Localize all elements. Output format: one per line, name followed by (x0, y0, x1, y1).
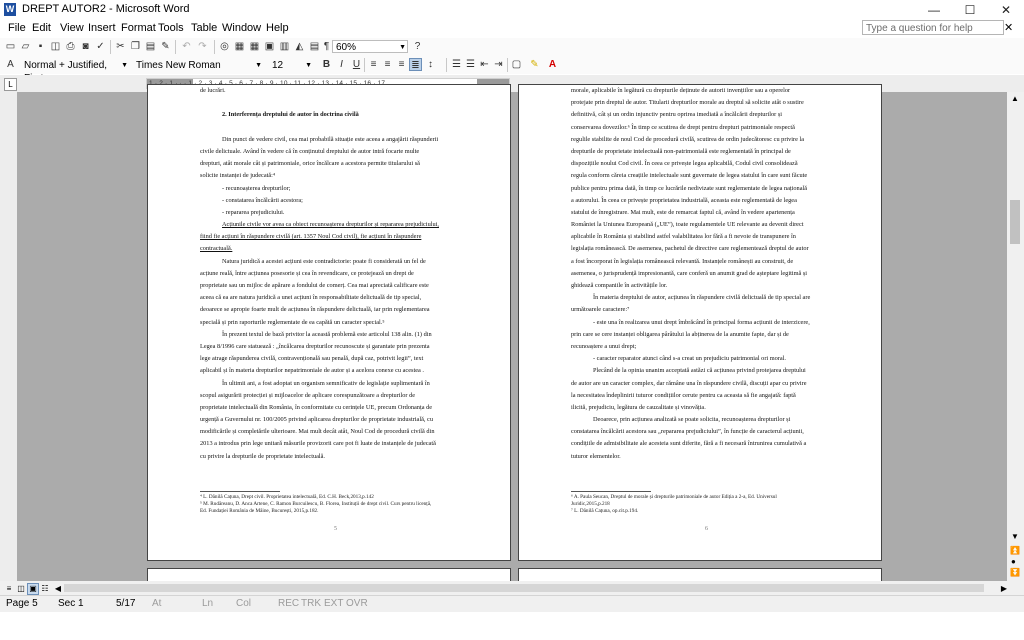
highlight-icon[interactable]: ✎ (530, 59, 539, 70)
document-map-icon[interactable]: ▤ (309, 41, 320, 52)
spelling-icon[interactable]: ✓ (96, 41, 105, 52)
text-line: Natura juridică a acestei acțiuni este contradictorie: poate fi considerată un fel de (222, 257, 426, 265)
previous-page-icon[interactable]: ⏫ (1010, 546, 1020, 555)
style-select[interactable] (20, 58, 130, 71)
status-page: Page 5 (6, 598, 38, 609)
text-line: scopul asigurării protecției și mijloacelor de aplicare corespunzătoare a drepturilor de (200, 391, 416, 399)
menu-table[interactable]: Table (191, 22, 218, 34)
page-5-footnotes (200, 494, 480, 515)
text-line: Din punct de vedere civil, cea mai probabilă situație este aceea a angajării răspunderii (222, 135, 439, 143)
scroll-down-icon[interactable]: ▼ (1011, 532, 1019, 541)
status-column: Col (236, 598, 252, 609)
text-line: următoarele caractere:⁷ (571, 306, 630, 314)
page-5[interactable] (147, 84, 511, 561)
status-at: At (152, 598, 162, 609)
tables-borders-icon[interactable]: ▦ (234, 41, 245, 52)
text-line: - este una în realizarea unui drept îmbrăcând în principal forma acțiunii de interzicere, (593, 318, 810, 326)
numbering-icon[interactable]: ☰ (452, 59, 461, 70)
maximize-button[interactable]: ☐ (964, 3, 976, 17)
align-center-icon[interactable]: ≡ (384, 59, 391, 70)
next-page-icon[interactable]: ⏬ (1010, 568, 1020, 577)
close-document-icon[interactable]: ✕ (1004, 22, 1014, 34)
section-heading: 2. Interferența dreptului de autor în doctrina civilă (222, 111, 359, 119)
menu-tools[interactable]: Tools (158, 22, 184, 34)
page-number: 5 (334, 526, 337, 532)
text-line: solicite instanței de judecată:⁴ (200, 172, 276, 180)
menu-file[interactable]: File (8, 22, 26, 34)
web-layout-icon[interactable]: ◫ (17, 584, 25, 593)
toolbar-separator (110, 40, 111, 54)
text-line: proprietate intelectuală din România, în conformitate cu cerințele UE, precum Ordonanța de (200, 403, 433, 411)
text-line: tuturor elementelor. (571, 452, 621, 460)
formatting-toolbar (0, 56, 1024, 74)
text-line: de autor are un caracter complex, dar rămâne una în răspundere civilă, discuții apar cu privire (571, 379, 807, 387)
align-left-icon[interactable]: ≡ (370, 59, 377, 70)
text-line: deoarece se apropie foarte mult de acțiunea în răspundere delictuală, iar prin reglementarea (200, 306, 430, 314)
italic-button[interactable]: I (340, 59, 343, 70)
desktop-area (0, 612, 1024, 640)
menu-view[interactable]: View (60, 22, 84, 34)
insert-table-icon[interactable]: ▦ (249, 41, 260, 52)
standard-toolbar (0, 38, 1024, 56)
vertical-scrollbar[interactable] (1007, 92, 1024, 581)
borders-icon[interactable]: ▢ (511, 59, 522, 70)
text-line: la necesitatea îndeplinirii tuturor condițiilor cerute pentru ca aceasta să fie angajată: faptă (571, 391, 796, 399)
toolbar-separator (175, 40, 176, 54)
text-line: specială și prin raporturile reglementate de ea capătă un caracter special.⁵ (200, 318, 385, 326)
text-line: definitivă, cât și un ordin injunctiv pentru oprirea imediată a încălcării drepturilor și (571, 111, 783, 119)
status-line: Ln (202, 598, 214, 609)
footnote: ⁷ L. Dănilă Cațuna, op.cit.p.194. (571, 508, 639, 514)
text-line: - constatarea încălcării acestora; (222, 196, 303, 204)
justify-icon[interactable]: ≣ (409, 58, 422, 71)
styles-formatting-icon[interactable]: A (7, 59, 14, 70)
format-painter-icon[interactable]: ✎ (161, 41, 170, 52)
text-line: - repararea prejudiciului. (222, 208, 285, 216)
toolbar-separator (507, 58, 508, 72)
hyperlink-icon[interactable]: ◎ (220, 41, 229, 52)
text-line: asemenea, o jurisprudență impresionantă, care conferă un anumit grad de așteptare legitimă și (571, 269, 808, 277)
text-line: Legea 8/1996 care statuează : „încălcarea drepturilor recunoscute și garantate prin prezenta (200, 342, 430, 350)
text-line: ilicită, prejudiciu, legătura de cauzalitate și vinovăția. (571, 403, 706, 411)
toolbar-separator (364, 58, 365, 72)
paste-icon[interactable]: ▤ (145, 41, 156, 52)
text-line: ghidează companiile în activitățile lor. (571, 282, 668, 289)
blank-line (200, 122, 462, 134)
zoom-select[interactable] (332, 40, 408, 53)
drawing-icon[interactable]: ◭ (295, 41, 304, 52)
bold-button[interactable]: B (322, 59, 331, 70)
text-line: regula conform căreia creațiile intelectuale sunt guvernate de legea statului în care sunt făcute (571, 172, 808, 180)
toolbar-separator (446, 58, 447, 72)
chevron-down-icon: ▼ (121, 62, 128, 69)
scroll-left-icon[interactable]: ◀ (54, 584, 62, 593)
style-value: Normal + Justified, (24, 60, 108, 71)
footnote: ⁶ A. Paula Seucan, Dreptul de morale și drepturile patrimoniale de autor Ediția a 2-a, Ed. Universul (571, 494, 777, 500)
text-line: În prezent textul de bază privitor la această problemă este articolul 138 alin. (1) din (222, 330, 432, 338)
text-line: - recunoașterea drepturilor; (222, 184, 291, 192)
toolbar-separator (214, 40, 215, 54)
text-line: aplicabil și în materia drepturilor nepatrimoniale de autor și a acelora conexe cu acestea . (200, 367, 424, 375)
document-area[interactable] (17, 87, 1007, 581)
print-icon[interactable]: ⎙ (66, 41, 75, 52)
decrease-indent-icon[interactable]: ⇤ (480, 59, 489, 70)
text-line: proprietate sau un mijloc de apărare a fondului de comerț. Cea mai apreciată calificare este (200, 282, 429, 289)
align-right-icon[interactable]: ≡ (398, 59, 405, 70)
font-color-icon[interactable]: A (548, 59, 557, 70)
text-line: Plecând de la opinia unanim acceptată astăzi că acțiunea privind protejarea dreptului (593, 367, 806, 375)
text-line: României la Uniunea Europeană („UE”), toate regulamentele UE relevante au devenit direct (571, 221, 804, 229)
open-folder-icon[interactable]: ▱ (21, 41, 30, 52)
print-preview-icon[interactable]: ◙ (82, 41, 89, 52)
text-line: 2013 a introdus prin lege unitară măsurile provizorii care pot fi luate de instanțele de judecată (200, 440, 436, 448)
status-section: Sec 1 (58, 598, 84, 609)
menu-format[interactable]: Format (121, 22, 156, 34)
text-line: contractuală. (200, 245, 233, 253)
text-line: conservarea dovezilor.⁶ În timp ce scutirea de drept pentru drepturi patrimoniale respectă (571, 123, 795, 131)
menu-help[interactable]: Help (266, 22, 289, 34)
text-line: a autorului. În ceea ce privește proprietatea industrială, aceasta este reglementată de legea (571, 196, 797, 204)
text-line: publice pentru prima dată, în timp ce lucrările nedivizate sunt reglementate de legea națională (571, 184, 808, 192)
scroll-right-icon[interactable]: ▶ (1000, 584, 1008, 593)
text-line: drepturile de proprietate intelectuală non-patrimonială este reglementată în principal de (571, 147, 791, 155)
page-6-footnotes (571, 494, 851, 515)
columns-icon[interactable]: ▥ (279, 41, 290, 52)
text-line: aceea că ea are natura juridică a unei acțiuni în responsabilitate delictuală de tip special, (200, 294, 422, 302)
text-line: cu privire la drepturile de proprietate intelectuală. (200, 452, 326, 460)
text-line: regulile stabilite de noul Cod de procedură civilă, scutirea de ordin judecătoresc cu privire la (571, 135, 805, 143)
browse-object-icon[interactable]: ● (1011, 557, 1016, 566)
help-question-box[interactable]: Type a question for help (862, 20, 1004, 35)
status-page-count: 5/17 (116, 598, 136, 609)
text-line: În ultimii ani, a fost adoptat un organism semnificativ de legislație suplimentară în (222, 379, 430, 387)
chevron-down-icon: ▼ (305, 62, 312, 69)
outline-view-icon[interactable]: ☷ (41, 584, 49, 593)
text-line: civile delictuale. Având în vedere că în conținutul dreptului de autor intră focarte multe (200, 147, 420, 155)
text-line: prin care se cere instanței obligarea pârâtului la abținerea de la anumite fapte, dar și de (571, 330, 789, 338)
save-icon[interactable]: ▪ (38, 41, 43, 52)
footnote: ⁴ L. Dănilă Cațuna, Drept civil. Proprietatea intelectuală, Ed. C.H. Beck,2013,p.142 (200, 494, 374, 500)
close-button[interactable]: ✕ (1000, 3, 1012, 17)
chevron-down-icon: ▼ (255, 62, 262, 69)
text-line: legislația românească. De asemenea, pachetul de directive care reglementează dreptul de autor (571, 245, 809, 253)
cut-icon[interactable]: ✂ (116, 41, 125, 52)
copy-icon[interactable]: ❐ (131, 41, 140, 52)
font-select[interactable] (132, 58, 264, 71)
vertical-ruler (0, 92, 17, 581)
status-ext[interactable]: EXT (324, 598, 344, 609)
status-rec[interactable]: REC (278, 598, 300, 609)
text-line: drepturi, atât morale cât și patrimoniale, orice încălcare a acestora permite titularului să (200, 160, 420, 168)
footnote: ⁵ M. Rudăreanu, D. Anca Artene, C. Ramon Burcuilescu, B. Florea, Instituții de drept civil. Curs pentru licență, (200, 501, 432, 507)
text-line: statului de înregistrare. Mai mult, este de remarcat faptul că, având în vedere apartenența (571, 208, 795, 216)
text-line: fiind fie acțiuni în răspundere civilă (art. 1357 Noul Cod civil), fie acțiuni în răspundere (200, 233, 422, 241)
font-size-select[interactable] (268, 58, 314, 71)
redo-icon[interactable]: ↷ (198, 41, 207, 52)
page-6[interactable] (518, 84, 882, 561)
insert-excel-icon[interactable]: ▣ (264, 41, 275, 52)
scroll-up-icon[interactable]: ▲ (1011, 94, 1019, 103)
status-bar (0, 595, 1024, 612)
underline-button[interactable]: U (352, 59, 361, 70)
text-line: protejate prin dreptul de autor. Titularii drepturilor morale au dreptul să solicite atât o sustire (571, 99, 804, 107)
new-document-icon[interactable]: ▭ (5, 41, 16, 52)
text-line: recunoaștere a unui drept; (571, 342, 637, 350)
text-line: morale, aplicabile în legătură cu drepturile deținute de autorii invențiilor sau a operelor (571, 87, 791, 94)
text-line: acțiune reală, între acțiunea posesorie și cea în revendicare, ce protejează un drept de (200, 269, 414, 277)
menu-insert[interactable]: Insert (88, 22, 116, 34)
line-spacing-icon[interactable]: ↕ (428, 59, 433, 70)
normal-view-icon[interactable]: ≡ (6, 584, 12, 593)
status-ovr[interactable]: OVR (346, 598, 368, 609)
text-line: urgență a Guvernului nr. 100/2005 privind aplicarea drepturilor de proprietate industrială, cu (200, 416, 433, 424)
footnote-separator (200, 491, 280, 492)
text-line: În materia dreptului de autor, acțiunea în răspundere civilă delictuală de tip special are (593, 294, 811, 302)
page-number: 6 (705, 526, 708, 532)
text-line: lege atrage răspunderea civilă, contravențională sau penală, după caz, potrivit legii”, text (200, 355, 424, 363)
menu-edit[interactable]: Edit (32, 22, 51, 34)
footnote: Juridic,2015,p.218 (571, 501, 610, 507)
window-title: DREPT AUTOR2 - Microsoft Word (22, 3, 190, 15)
vertical-scroll-thumb[interactable] (1010, 200, 1020, 244)
increase-indent-icon[interactable]: ⇥ (494, 59, 503, 70)
horizontal-scrollbar-row (0, 581, 1024, 595)
text-line: condițiile de admisibilitate ale acesteia sunt diferite, fără a fi necesară întrunirea cumulativă a (571, 440, 807, 448)
text-line: aplicabile în România și stabilind astfel valabilitatea lor fără a fi nevoie de transpunere în (571, 233, 796, 241)
text-line: Deoarece, prin acțiunea analizată se poate solicita, recunoașterea drepturilor și (593, 416, 791, 424)
text-line: - caracter reparator atunci când s-a creat un prejudiciu patrimonial ori moral. (593, 355, 787, 363)
title-bar (0, 0, 1024, 20)
text-line: dispozițiile noului Cod civil. În ceea ce privește legea aplicabilă, Codul civil consolidează (571, 160, 798, 168)
text-line: modificările și completările ulterioare. Mai mult decât atât, Noul Cod de procedură civilă din (200, 428, 435, 436)
horizontal-scroll-thumb[interactable] (64, 584, 984, 592)
help-icon[interactable]: ? (414, 41, 421, 52)
page-6-text (571, 85, 833, 463)
footnote-separator (571, 491, 651, 492)
blank-line (200, 97, 462, 109)
status-trk[interactable]: TRK (301, 598, 321, 609)
tab-selector[interactable]: L (4, 78, 17, 91)
text-line: Acțiunile civile vor avea ca obiect recunoașterea drepturilor și repararea prejudiciului, (222, 221, 439, 229)
text-line: de lucrări. (200, 87, 226, 94)
font-size-value: 12 (272, 60, 284, 71)
zoom-value: 60% (336, 42, 357, 53)
word-app-icon[interactable]: W (5, 4, 15, 14)
menu-window[interactable]: Window (222, 22, 262, 34)
bullets-icon[interactable]: ☰ (466, 59, 475, 70)
permission-icon[interactable]: ◫ (50, 41, 61, 52)
print-layout-icon[interactable]: ▣ (27, 583, 39, 595)
chevron-down-icon: ▼ (399, 44, 406, 51)
minimize-button[interactable]: — (928, 3, 940, 17)
show-hide-icon[interactable]: ¶ (323, 41, 330, 52)
undo-icon[interactable]: ↶ (182, 41, 191, 52)
page-5-text (200, 85, 462, 463)
font-value: Times New Roman (136, 60, 221, 71)
text-line: a fost încorporat în legislația românească relevantă. Instanțele românești au construit, de (571, 257, 794, 265)
text-line: constatarea încălcării acestora sau „repararea prejudiciului”, în funcție de caracterul acțiunii, (571, 428, 804, 436)
footnote: Ed. Fundației România de Mâine, București, 2015,p.182. (200, 508, 319, 514)
